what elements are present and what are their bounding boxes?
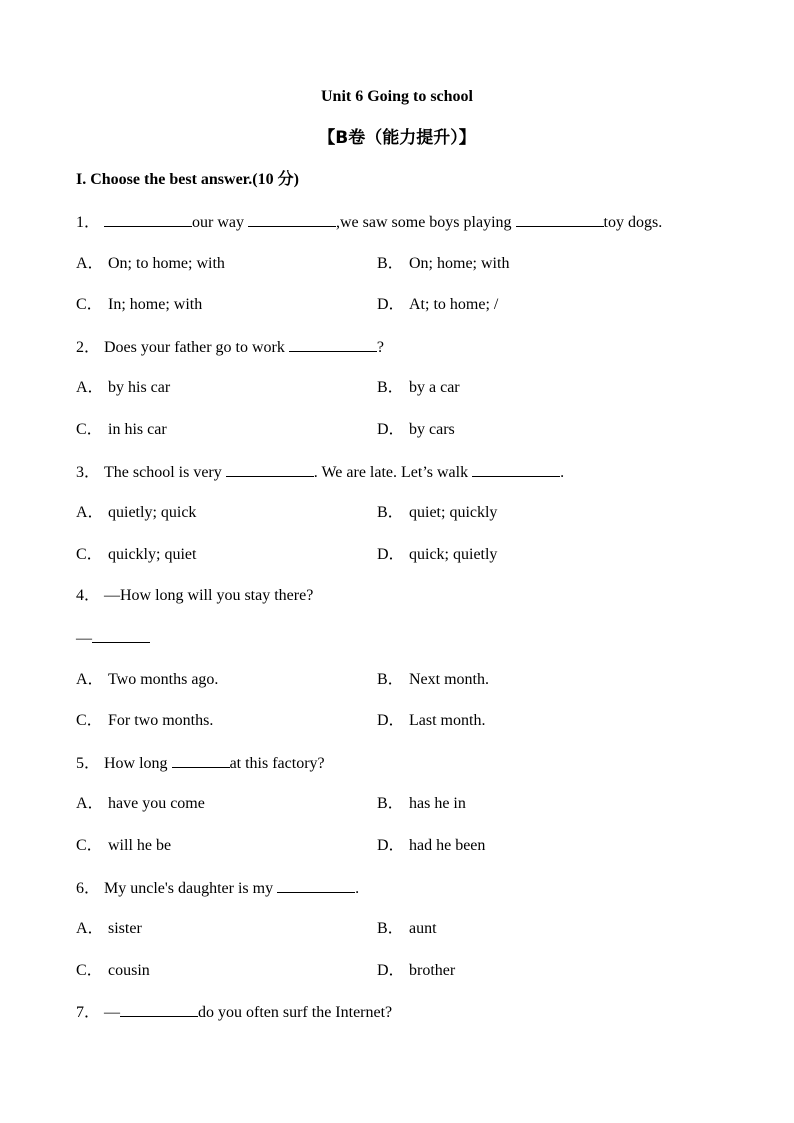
option-b[interactable]	[377, 670, 489, 690]
option-text: aunt	[409, 920, 437, 937]
question-1	[76, 212, 662, 233]
question-text: —How long will you stay there?	[104, 587, 314, 604]
option-b[interactable]	[377, 503, 497, 523]
answer-blank	[472, 462, 560, 477]
option-text: will he be	[108, 837, 172, 854]
option-text: On; to home; with	[108, 255, 225, 272]
option-b[interactable]	[377, 794, 466, 814]
option-label: B．	[377, 671, 404, 688]
option-d[interactable]	[377, 545, 497, 565]
option-label: D．	[377, 546, 405, 563]
question-text: toy dogs.	[603, 214, 663, 231]
option-text: by a car	[409, 379, 460, 396]
option-label: B．	[377, 920, 404, 937]
question-text: The school is very	[104, 464, 226, 481]
question-text: ?	[376, 339, 384, 356]
option-d[interactable]	[377, 836, 485, 856]
question-number: 1．	[76, 214, 101, 231]
option-label: A．	[76, 504, 104, 521]
question-text: . We are late. Let’s walk	[313, 464, 473, 481]
option-text: sister	[108, 920, 142, 937]
question-number: 6．	[76, 880, 101, 897]
option-text: by his car	[108, 379, 171, 396]
option-label: B．	[377, 504, 404, 521]
option-label: D．	[377, 837, 405, 854]
answer-blank	[104, 212, 192, 227]
option-text: quietly; quick	[108, 504, 197, 521]
option-label: A．	[76, 671, 104, 688]
question-text: —	[104, 1004, 120, 1021]
option-a[interactable]	[76, 670, 218, 690]
option-text: At; to home; /	[409, 296, 499, 313]
option-label: C．	[76, 962, 103, 979]
option-text: brother	[409, 962, 456, 979]
question-number: 2．	[76, 339, 101, 356]
option-a[interactable]	[76, 378, 170, 398]
option-label: B．	[377, 795, 404, 812]
question-number: 5．	[76, 755, 101, 772]
question-text: our way	[192, 214, 248, 231]
option-text: by cars	[409, 421, 455, 438]
answer-line	[76, 628, 150, 649]
option-label: D．	[377, 296, 405, 313]
option-label: B．	[377, 379, 404, 396]
section-heading: I. Choose the best answer.(10 分)	[76, 171, 299, 188]
option-text: Next month.	[409, 671, 489, 688]
question-text: .	[355, 880, 360, 897]
option-label: A．	[76, 379, 104, 396]
question-3	[76, 462, 564, 483]
option-c[interactable]	[76, 420, 167, 440]
answer-blank	[120, 1002, 198, 1017]
question-number: 7．	[76, 1004, 101, 1021]
option-text: cousin	[108, 962, 150, 979]
question-text: .	[560, 464, 565, 481]
option-c[interactable]	[76, 836, 171, 856]
question-text: ,we saw some boys playing	[335, 214, 516, 231]
option-d[interactable]	[377, 295, 498, 315]
answer-blank	[289, 337, 377, 352]
option-label: D．	[377, 712, 405, 729]
answer-blank	[277, 878, 355, 893]
page-subtitle: 【B卷（能力提升）】	[318, 128, 476, 148]
option-label: C．	[76, 296, 103, 313]
answer-prefix: —	[76, 630, 92, 647]
option-text: In; home; with	[108, 296, 203, 313]
question-text: Does your father go to work	[104, 339, 289, 356]
option-label: A．	[76, 795, 104, 812]
option-c[interactable]	[76, 711, 213, 731]
answer-blank	[226, 462, 314, 477]
option-label: A．	[76, 255, 104, 272]
option-text: in his car	[108, 421, 167, 438]
question-number: 3．	[76, 464, 101, 481]
option-c[interactable]	[76, 545, 196, 565]
question-text: at this factory?	[229, 755, 325, 772]
option-text: has he in	[409, 795, 466, 812]
answer-blank	[516, 212, 604, 227]
option-d[interactable]	[377, 711, 485, 731]
option-a[interactable]	[76, 794, 205, 814]
option-label: C．	[76, 421, 103, 438]
option-b[interactable]	[377, 378, 460, 398]
question-text: How long	[104, 755, 172, 772]
option-label: D．	[377, 962, 405, 979]
option-text: On; home; with	[409, 255, 510, 272]
option-a[interactable]	[76, 919, 142, 939]
option-text: Last month.	[409, 712, 486, 729]
option-c[interactable]	[76, 961, 150, 981]
option-label: D．	[377, 421, 405, 438]
answer-blank	[248, 212, 336, 227]
option-text: quickly; quiet	[108, 546, 197, 563]
option-d[interactable]	[377, 420, 455, 440]
option-a[interactable]	[76, 503, 196, 523]
answer-blank	[172, 753, 230, 768]
question-number: 4．	[76, 587, 101, 604]
question-5	[76, 753, 325, 774]
question-text: My uncle's daughter is my	[104, 880, 278, 897]
question-2	[76, 337, 384, 358]
option-b[interactable]	[377, 254, 509, 274]
option-text: quick; quietly	[409, 546, 498, 563]
option-text: had he been	[409, 837, 486, 854]
option-label: C．	[76, 546, 103, 563]
option-text: For two months.	[108, 712, 214, 729]
option-text: have you come	[108, 795, 205, 812]
answer-blank	[92, 628, 150, 643]
question-6	[76, 878, 359, 899]
option-text: quiet; quickly	[409, 504, 498, 521]
option-d[interactable]	[377, 961, 455, 981]
question-7	[76, 1002, 392, 1023]
option-label: C．	[76, 712, 103, 729]
option-label: B．	[377, 255, 404, 272]
option-b[interactable]	[377, 919, 437, 939]
option-label: A．	[76, 920, 104, 937]
option-a[interactable]	[76, 254, 225, 274]
option-text: Two months ago.	[108, 671, 219, 688]
question-4	[76, 586, 313, 606]
page-title: Unit 6 Going to school	[320, 88, 473, 105]
option-label: C．	[76, 837, 103, 854]
option-c[interactable]	[76, 295, 202, 315]
question-text: do you often surf the Internet?	[198, 1004, 393, 1021]
